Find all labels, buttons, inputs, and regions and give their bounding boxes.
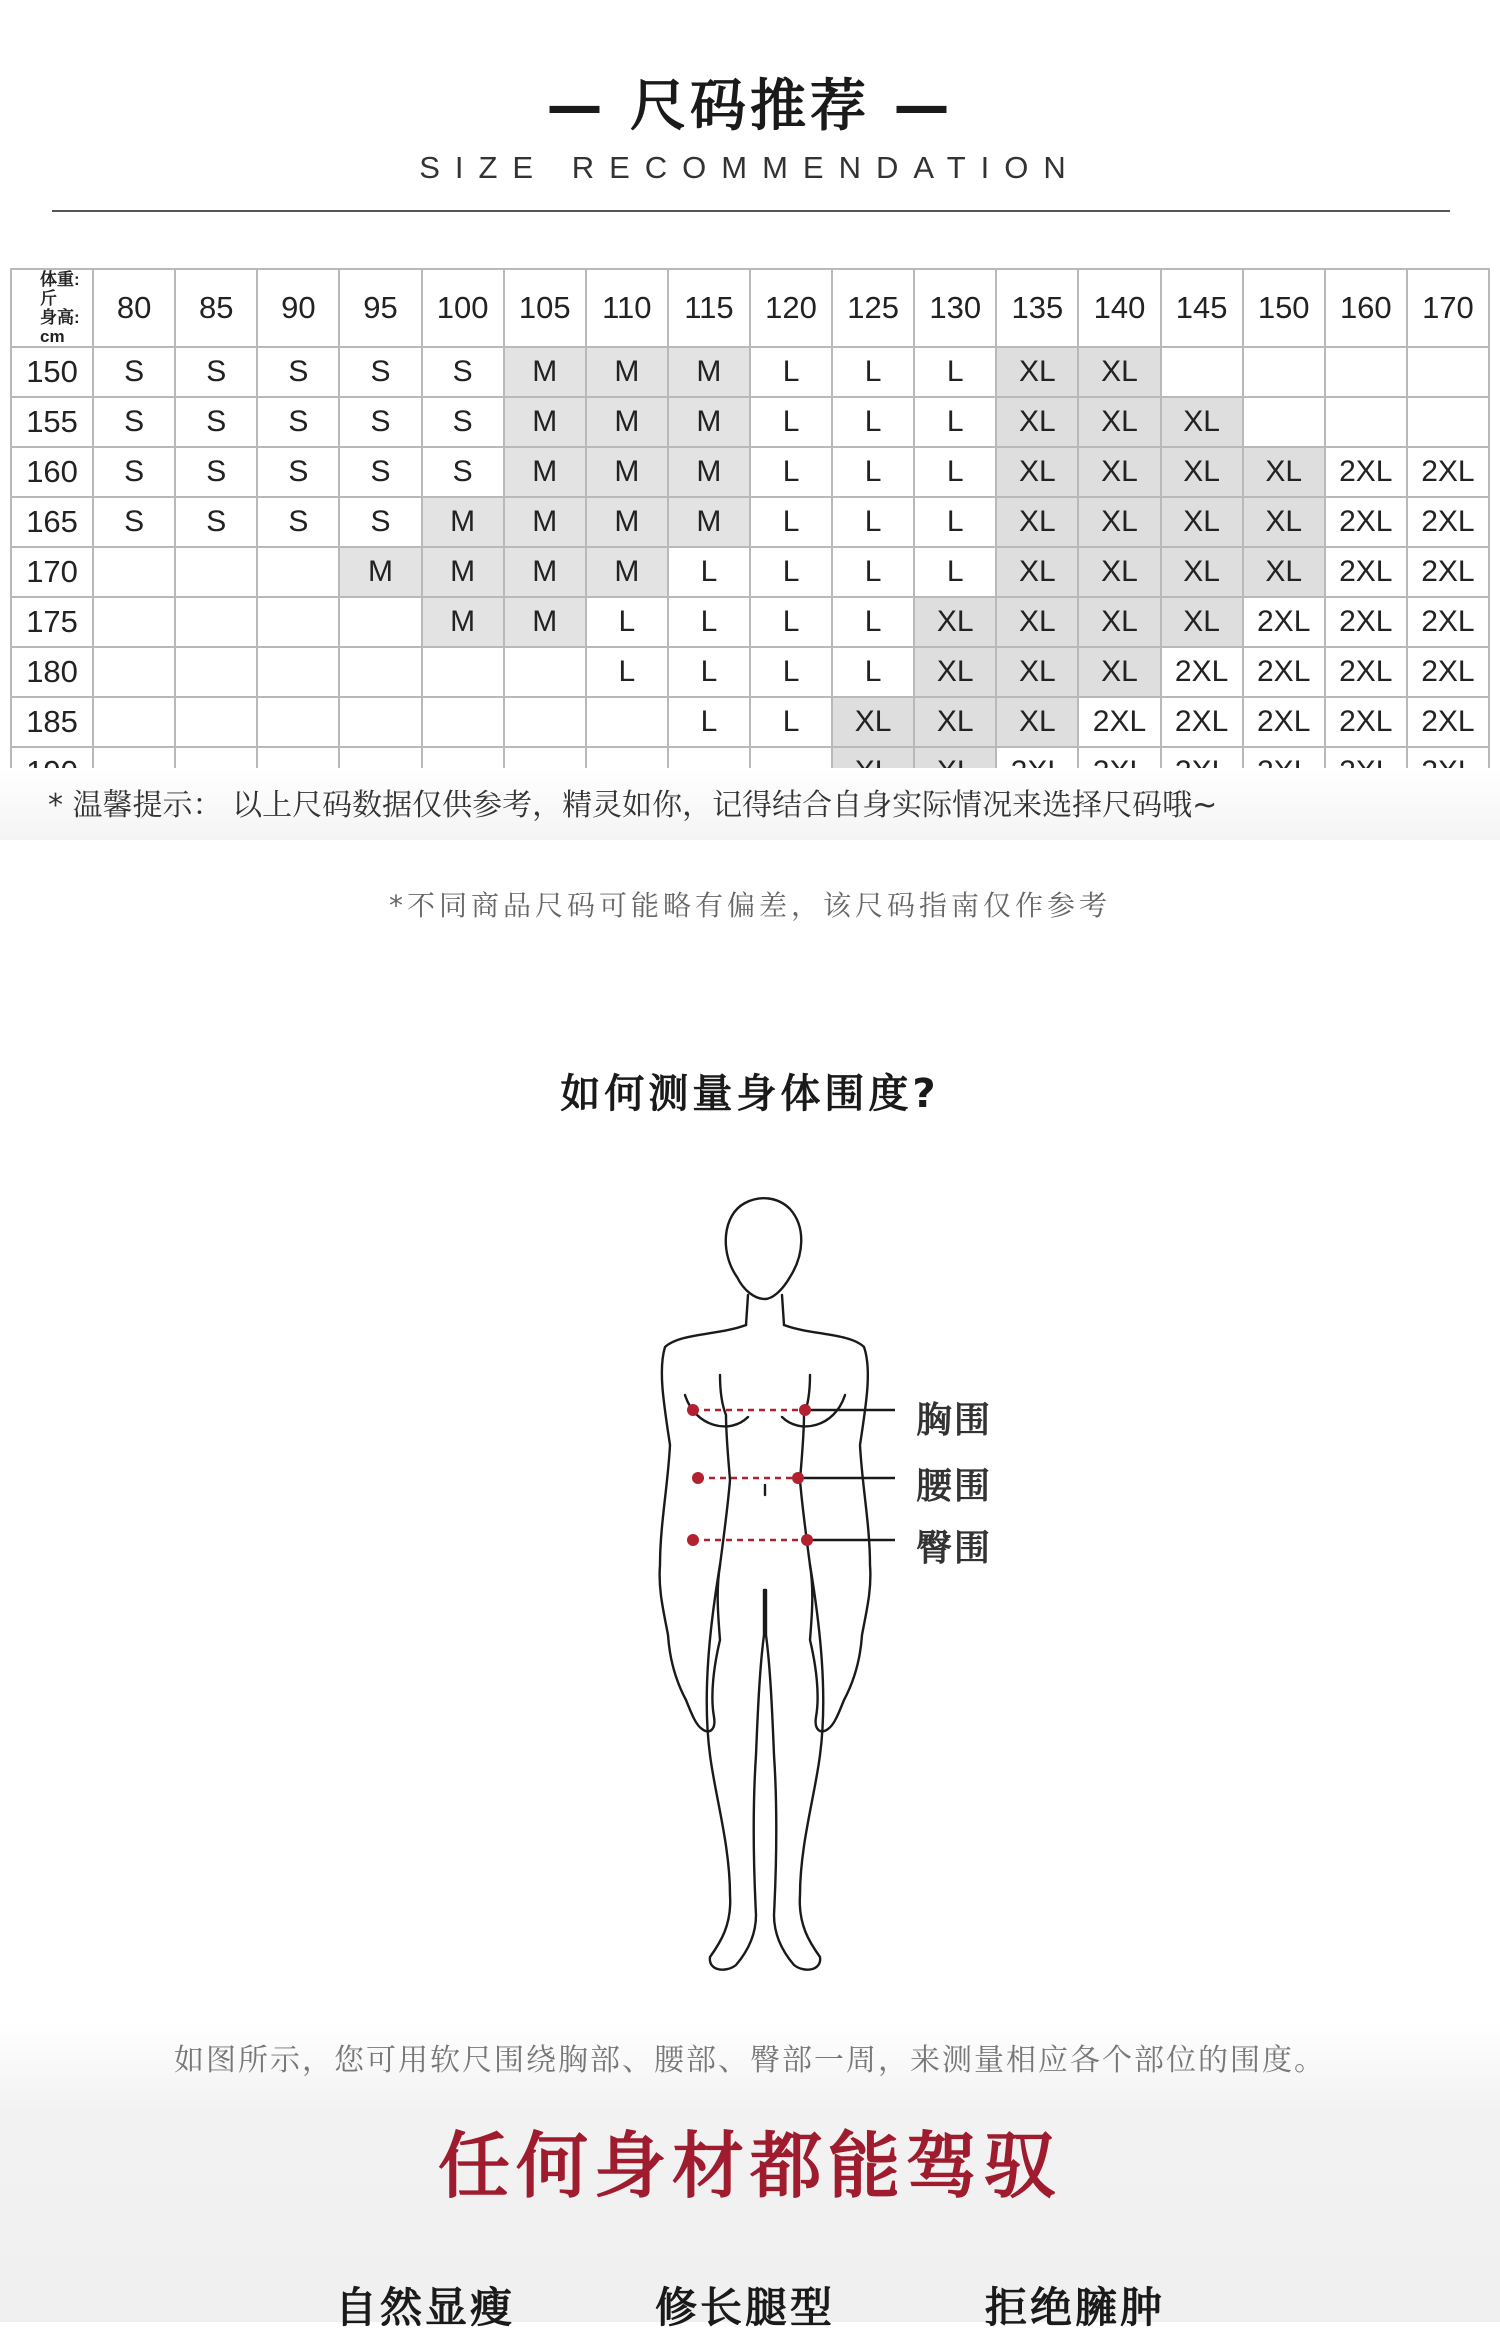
size-cell: XL: [1078, 647, 1160, 697]
size-cell: S: [339, 397, 421, 447]
size-cell: XL: [1161, 547, 1243, 597]
body-outline: [660, 1325, 746, 1731]
size-cell: [175, 547, 257, 597]
size-cell: L: [668, 697, 750, 747]
body-figure-illustration: [560, 1195, 1060, 1975]
size-cell: M: [586, 497, 668, 547]
size-cell: M: [422, 547, 504, 597]
size-cell: L: [750, 497, 832, 547]
size-cell: 2XL: [1325, 547, 1407, 597]
size-cell: [175, 647, 257, 697]
size-cell: S: [422, 347, 504, 397]
size-cell: M: [504, 447, 586, 497]
size-cell: M: [422, 597, 504, 647]
size-cell: 2XL: [1325, 697, 1407, 747]
size-cell: S: [175, 397, 257, 447]
size-cell: XL: [1161, 497, 1243, 547]
weight-header-cell: 150: [1243, 269, 1325, 347]
weight-header-cell: 85: [175, 269, 257, 347]
size-cell: M: [504, 347, 586, 397]
size-cell: 2XL: [1161, 697, 1243, 747]
size-cell: L: [668, 597, 750, 647]
size-cell: L: [750, 597, 832, 647]
size-cell: L: [832, 547, 914, 597]
size-cell: L: [750, 547, 832, 597]
slogan: 任何身材都能驾驭: [437, 2124, 1062, 2208]
table-corner-label: [11, 269, 93, 347]
size-cell: L: [914, 547, 996, 597]
size-cell: XL: [996, 647, 1078, 697]
size-cell: XL: [1078, 597, 1160, 647]
size-cell: [1407, 347, 1489, 397]
size-cell: XL: [996, 347, 1078, 397]
size-cell: L: [668, 647, 750, 697]
size-cell: 2XL: [1407, 647, 1489, 697]
size-cell: [257, 697, 339, 747]
size-cell: XL: [1078, 447, 1160, 497]
size-cell: [175, 697, 257, 747]
size-cell: S: [93, 347, 175, 397]
weight-header-cell: 110: [586, 269, 668, 347]
size-cell: XL: [996, 397, 1078, 447]
size-cell: XL: [996, 547, 1078, 597]
size-cell: [586, 697, 668, 747]
page-subtitle: SIZE RECOMMENDATION: [419, 150, 1081, 185]
size-cell: S: [175, 447, 257, 497]
feature-no-bulk: 拒绝臃肿: [985, 2283, 1166, 2332]
size-cell: 2XL: [1407, 597, 1489, 647]
size-cell: S: [175, 497, 257, 547]
size-cell: M: [668, 497, 750, 547]
size-cell: XL: [1078, 547, 1160, 597]
size-cell: M: [339, 547, 421, 597]
disclaimer-note: *不同商品尺码可能略有偏差，该尺码指南仅作参考: [388, 889, 1111, 922]
size-cell: 2XL: [1407, 447, 1489, 497]
weight-header-cell: 140: [1078, 269, 1160, 347]
size-cell: [93, 647, 175, 697]
size-cell: XL: [832, 697, 914, 747]
size-cell: XL: [1161, 597, 1243, 647]
size-cell: 2XL: [1161, 647, 1243, 697]
measure-lines: [693, 1410, 807, 1540]
size-cell: [504, 647, 586, 697]
size-cell: [339, 697, 421, 747]
size-cell: S: [93, 447, 175, 497]
height-header-cell: 185: [11, 697, 93, 747]
size-cell: L: [586, 647, 668, 697]
size-cell: [1243, 347, 1325, 397]
size-cell: L: [832, 397, 914, 447]
height-header-cell: 155: [11, 397, 93, 447]
size-cell: XL: [1243, 547, 1325, 597]
size-cell: L: [586, 597, 668, 647]
size-cell: S: [257, 347, 339, 397]
measure-instruction: 如图所示，您可用软尺围绕胸部、腰部、臀部一周，来测量相应各个部位的围度。: [174, 2043, 1326, 2078]
size-cell: 2XL: [1243, 647, 1325, 697]
size-cell: [257, 597, 339, 647]
size-cell: L: [668, 547, 750, 597]
size-cell: [93, 697, 175, 747]
size-cell: M: [668, 397, 750, 447]
height-header-cell: 180: [11, 647, 93, 697]
size-cell: M: [422, 497, 504, 547]
chest-label: 胸围: [916, 1400, 993, 1441]
waist-label: 腰围: [916, 1466, 993, 1507]
weight-header-cell: 115: [668, 269, 750, 347]
height-header-cell: 170: [11, 547, 93, 597]
size-cell: M: [668, 447, 750, 497]
table-row: [11, 647, 1489, 697]
size-cell: M: [504, 497, 586, 547]
size-cell: S: [257, 497, 339, 547]
size-cell: L: [750, 347, 832, 397]
feature-slimming: 自然显瘦: [335, 2283, 516, 2332]
size-cell: L: [914, 347, 996, 397]
size-cell: [1325, 397, 1407, 447]
size-cell: M: [668, 347, 750, 397]
size-cell: [1243, 397, 1325, 447]
size-cell: [175, 597, 257, 647]
size-cell: [1407, 397, 1489, 447]
table-row: [11, 597, 1489, 647]
size-cell: XL: [1243, 497, 1325, 547]
size-cell: 2XL: [1407, 697, 1489, 747]
weight-header-cell: 130: [914, 269, 996, 347]
size-cell: L: [914, 497, 996, 547]
size-cell: S: [339, 447, 421, 497]
height-header-cell: 175: [11, 597, 93, 647]
weight-header-cell: 100: [422, 269, 504, 347]
weight-header-row: [11, 269, 1489, 347]
table-row: [11, 397, 1489, 447]
legs-outline: [707, 1565, 824, 1970]
size-cell: [339, 597, 421, 647]
size-cell: S: [422, 397, 504, 447]
size-cell: S: [422, 447, 504, 497]
size-cell: XL: [1161, 447, 1243, 497]
weight-header-cell: 125: [832, 269, 914, 347]
size-cell: 2XL: [1325, 447, 1407, 497]
size-cell: XL: [1161, 397, 1243, 447]
size-cell: [1161, 347, 1243, 397]
size-cell: L: [832, 497, 914, 547]
page-title: — 尺码推荐 —: [546, 74, 954, 139]
height-header-cell: 165: [11, 497, 93, 547]
size-cell: L: [832, 597, 914, 647]
size-cell: S: [93, 497, 175, 547]
weight-header-cell: 120: [750, 269, 832, 347]
size-cell: [1325, 347, 1407, 397]
size-cell: M: [504, 547, 586, 597]
size-cell: XL: [996, 447, 1078, 497]
size-cell: XL: [1243, 447, 1325, 497]
size-cell: S: [93, 397, 175, 447]
size-cell: XL: [996, 597, 1078, 647]
height-header-cell: 160: [11, 447, 93, 497]
weight-header-cell: 105: [504, 269, 586, 347]
weight-header-cell: 90: [257, 269, 339, 347]
weight-header-cell: 80: [93, 269, 175, 347]
size-cell: XL: [914, 597, 996, 647]
size-cell: S: [257, 447, 339, 497]
size-cell: L: [832, 347, 914, 397]
size-cell: [504, 697, 586, 747]
size-cell: XL: [1078, 497, 1160, 547]
size-cell: [339, 647, 421, 697]
size-cell: 2XL: [1243, 597, 1325, 647]
size-cell: [93, 597, 175, 647]
size-cell: L: [914, 397, 996, 447]
weight-header-cell: 95: [339, 269, 421, 347]
height-header-cell: 150: [11, 347, 93, 397]
weight-header-cell: 160: [1325, 269, 1407, 347]
size-cell: L: [750, 397, 832, 447]
weight-header-cell: 135: [996, 269, 1078, 347]
size-cell: S: [175, 347, 257, 397]
size-cell: 2XL: [1325, 497, 1407, 547]
size-cell: L: [832, 447, 914, 497]
size-cell: XL: [914, 647, 996, 697]
weight-header-cell: 145: [1161, 269, 1243, 347]
hip-label: 臀围: [916, 1528, 993, 1569]
size-cell: 2XL: [1078, 697, 1160, 747]
size-cell: [422, 697, 504, 747]
measure-leaders: [798, 1410, 895, 1540]
weight-header-cell: 170: [1407, 269, 1489, 347]
size-cell: S: [339, 347, 421, 397]
header-divider: [52, 210, 1450, 212]
tip-text: * 温馨提示： 以上尺码数据仅供参考，精灵如你，记得结合自身实际情况来选择尺码哦~: [48, 788, 1218, 823]
table-row: [11, 697, 1489, 747]
size-cell: [93, 547, 175, 597]
size-cell: M: [504, 597, 586, 647]
size-cell: 2XL: [1243, 697, 1325, 747]
size-cell: M: [586, 547, 668, 597]
size-cell: XL: [996, 697, 1078, 747]
table-row: [11, 497, 1489, 547]
size-cell: L: [914, 447, 996, 497]
table-row: [11, 447, 1489, 497]
size-cell: L: [832, 647, 914, 697]
size-cell: 2XL: [1407, 547, 1489, 597]
size-cell: M: [504, 397, 586, 447]
table-row: [11, 547, 1489, 597]
head-outline: [726, 1198, 801, 1299]
size-cell: L: [750, 697, 832, 747]
size-cell: M: [586, 447, 668, 497]
feature-long-legs: 修长腿型: [655, 2283, 836, 2332]
size-cell: L: [750, 647, 832, 697]
size-cell: XL: [1078, 347, 1160, 397]
size-cell: 2XL: [1325, 597, 1407, 647]
size-cell: [257, 647, 339, 697]
size-cell: 2XL: [1325, 647, 1407, 697]
size-cell: M: [586, 347, 668, 397]
corner-height-label: 身高: cm: [40, 308, 80, 346]
size-cell: S: [257, 397, 339, 447]
corner-weight-label: 体重: 斤: [40, 270, 80, 308]
body-outline-right: [784, 1325, 870, 1731]
measure-title: 如何测量身体围度?: [560, 1071, 940, 1117]
size-cell: 2XL: [1407, 497, 1489, 547]
size-cell: [257, 547, 339, 597]
size-cell: XL: [1078, 397, 1160, 447]
size-cell: [422, 647, 504, 697]
size-cell: S: [339, 497, 421, 547]
size-cell: XL: [996, 497, 1078, 547]
table-row: [11, 347, 1489, 397]
size-cell: XL: [914, 697, 996, 747]
size-recommendation-table: [10, 268, 1490, 798]
size-cell: M: [586, 397, 668, 447]
size-cell: L: [750, 447, 832, 497]
